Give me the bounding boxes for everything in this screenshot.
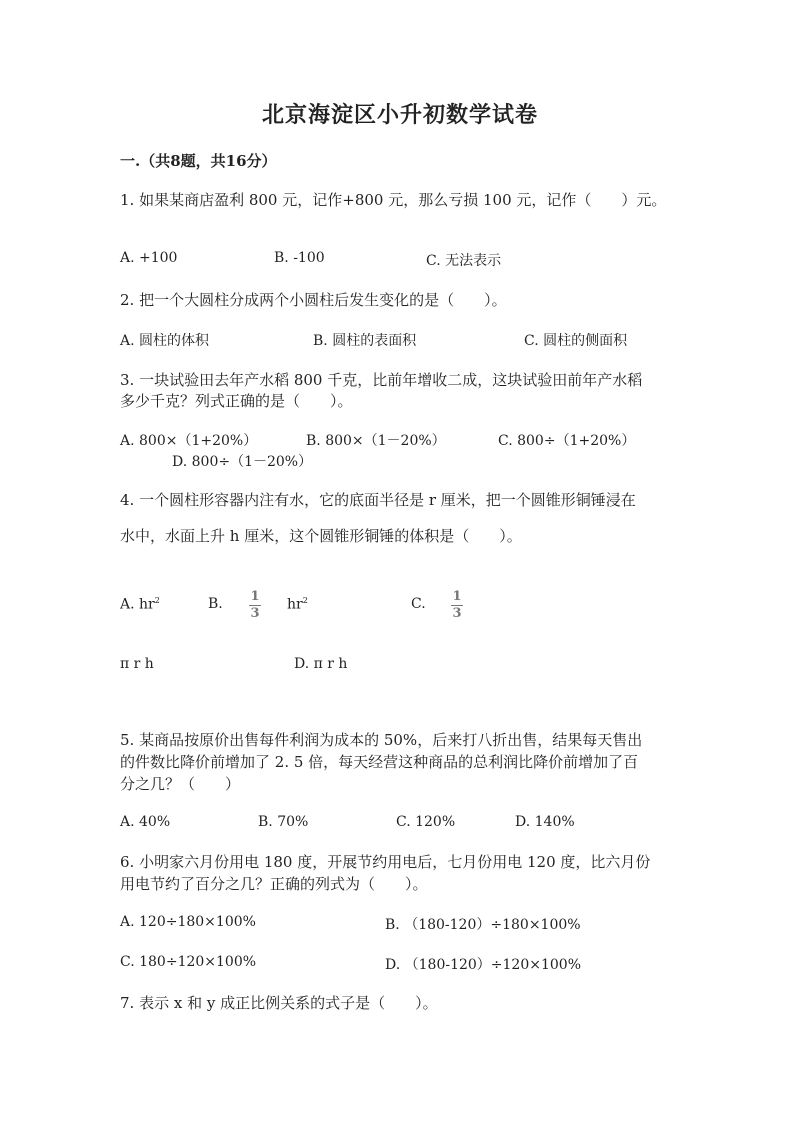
fraction-denominator: 3: [452, 606, 462, 621]
question-1: 1. 如果某商店盈利 800 元，记作+800 元，那么亏损 100 元，记作（ ）元。: [120, 191, 667, 209]
q4-option-b-label: B.: [208, 596, 223, 612]
q6-option-a: A. 120÷180×100%: [120, 914, 256, 930]
q4-option-a: [120, 596, 160, 613]
q1-option-b: B. -100: [274, 250, 325, 266]
q4-option-b-exponent: 2: [302, 596, 308, 605]
question-7: 7. 表示 x 和 y 成正比例关系的式子是（ ）。: [120, 994, 438, 1012]
q3-option-d: D. 800÷（1－20%）: [172, 454, 313, 470]
q5-option-b: B. 70%: [258, 814, 309, 830]
q6-option-b: B. （180-120）÷180×100%: [385, 917, 581, 933]
q1-option-a: A. +100: [120, 250, 178, 266]
question-4-line-1: 4. 一个圆柱形容器内注有水，它的底面半径是 r 厘米，把一个圆锥形铜锤浸在: [120, 491, 636, 509]
fraction-denominator: 3: [250, 606, 260, 621]
q4-option-a-exponent: 2: [154, 596, 160, 605]
q4-option-c-rest: π r h: [120, 656, 154, 672]
q4-option-b-rest: [287, 596, 308, 613]
question-2: 2. 把一个大圆柱分成两个小圆柱后发生变化的是（ ）。: [120, 291, 507, 309]
fraction-numerator: 1: [250, 589, 260, 604]
question-3-line-1: 3. 一块试验田去年产水稻 800 千克，比前年增收二成，这块试验田前年产水稻: [120, 371, 643, 389]
question-6-line-2: 用电节约了百分之几？正确的列式为（ ）。: [120, 875, 428, 893]
q4-option-a-text: A. hr: [120, 596, 155, 613]
q3-option-b: B. 800×（1－20%）: [306, 433, 446, 449]
q4-option-b-fraction: [248, 590, 262, 621]
q2-option-c: C. 圆柱的侧面积: [524, 333, 628, 349]
section-heading: 一.（共8题，共16分）: [120, 152, 277, 170]
q3-option-c: C. 800÷（1+20%）: [498, 433, 636, 449]
q4-option-d: D. π r h: [294, 656, 348, 672]
question-3-line-2: 多少千克？列式正确的是（ ）。: [120, 392, 353, 410]
question-5-line-1: 5. 某商品按原价出售每件利润为成本的 50%，后来打八折出售，结果每天售出: [120, 731, 643, 749]
q4-option-c-fraction: [450, 590, 464, 621]
question-4-line-2: 水中，水面上升 h 厘米，这个圆锥形铜锤的体积是（ ）。: [120, 527, 522, 545]
q5-option-d: D. 140%: [515, 814, 575, 830]
q2-option-a: A. 圆柱的体积: [120, 333, 210, 349]
q3-option-a: A. 800×（1+20%）: [120, 433, 258, 449]
q6-option-d: D. （180-120）÷120×100%: [385, 957, 582, 973]
q5-option-c: C. 120%: [396, 814, 456, 830]
q4-option-c-label: C.: [411, 596, 426, 612]
q5-option-a: A. 40%: [120, 814, 171, 830]
q1-option-c: C. 无法表示: [426, 253, 502, 269]
question-5-line-2: 的件数比降价前增加了 2. 5 倍，每天经营这种商品的总利润比降价前增加了百: [120, 753, 639, 771]
question-5-line-3: 分之几？（ ）: [120, 775, 241, 793]
question-6-line-1: 6. 小明家六月份用电 180 度，开展节约用电后，七月份用电 120 度，比六月份: [120, 853, 651, 871]
fraction-numerator: 1: [452, 589, 462, 604]
page-title: 北京海淀区小升初数学试卷: [261, 102, 538, 128]
q6-option-c: C. 180÷120×100%: [120, 954, 257, 970]
q4-option-b-text: hr: [287, 596, 303, 613]
q2-option-b: B. 圆柱的表面积: [313, 333, 417, 349]
